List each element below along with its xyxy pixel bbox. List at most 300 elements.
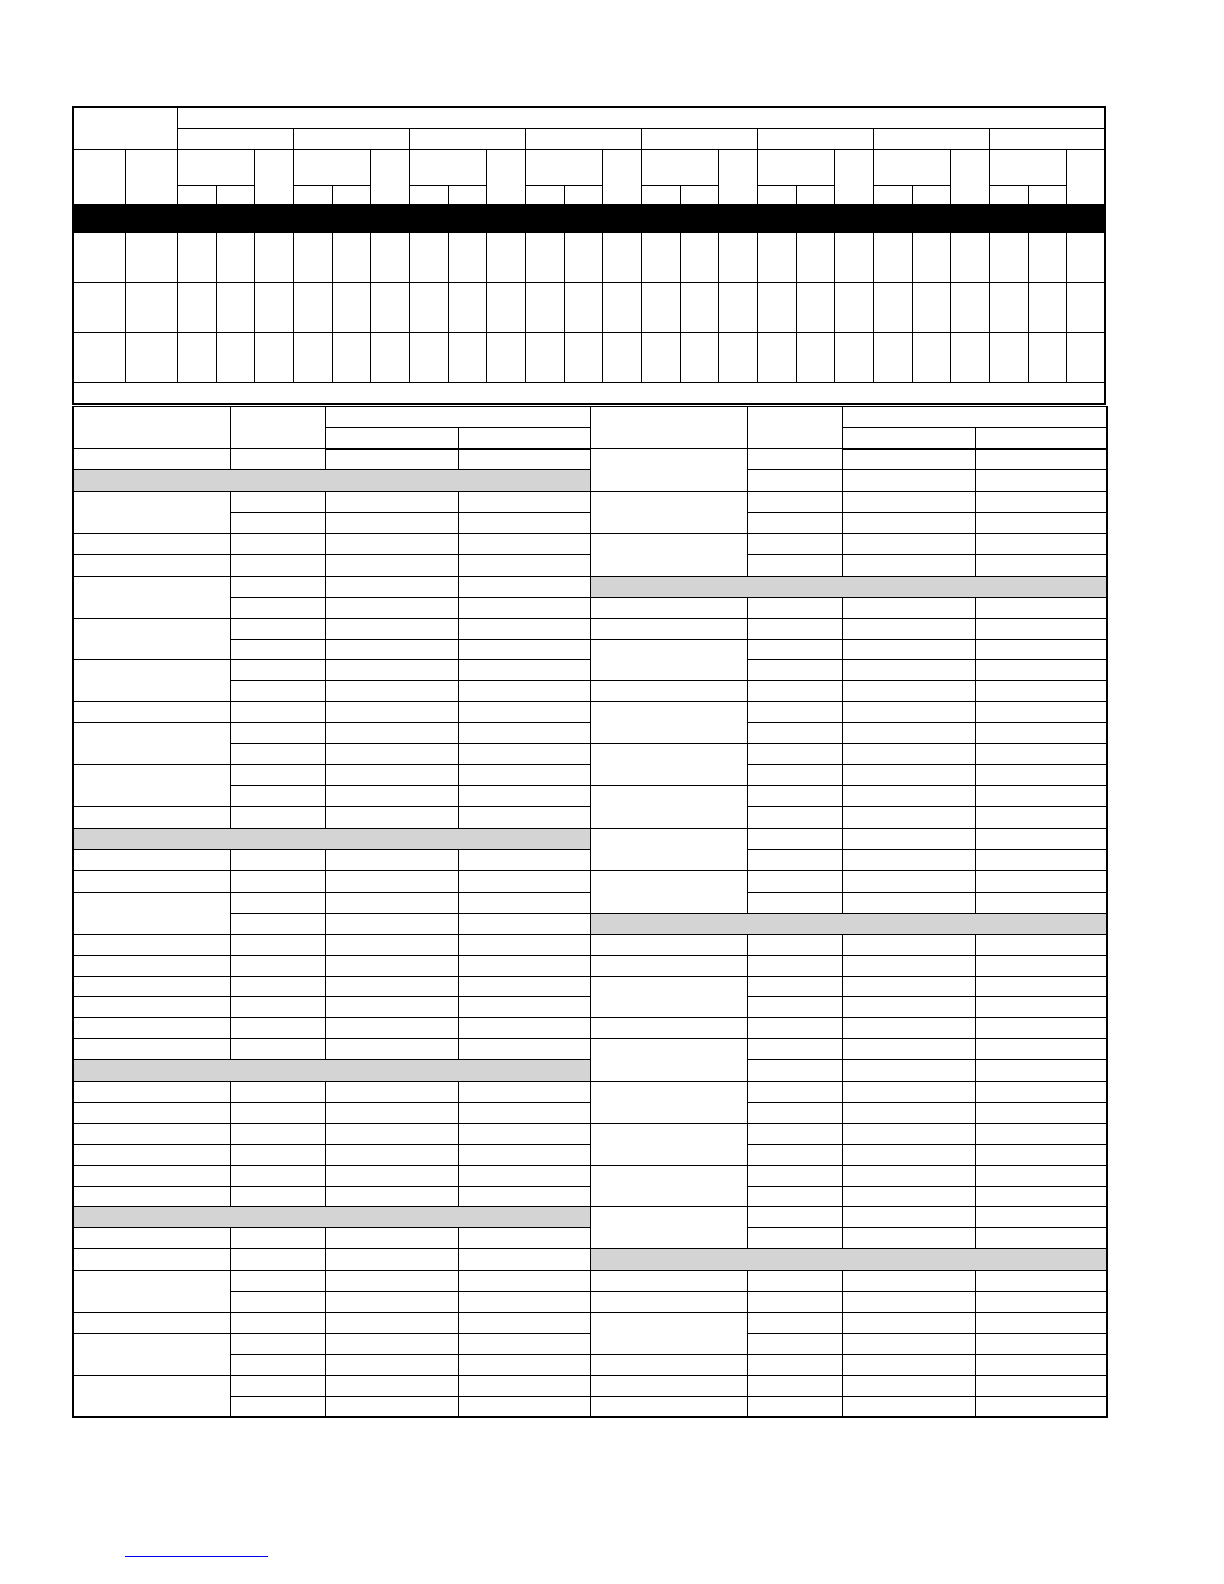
left-item-value — [325, 449, 458, 470]
grid-value-cell — [448, 282, 486, 332]
left-item-value — [325, 1334, 458, 1355]
left-item-code — [230, 1249, 325, 1271]
right-item-code — [747, 744, 842, 765]
left-item-label — [73, 577, 230, 619]
left-item-value — [458, 1313, 590, 1334]
black-band-row — [73, 204, 1105, 232]
grid-value-cell — [370, 332, 409, 382]
right-item-value — [842, 513, 975, 534]
right-item-value — [975, 1082, 1107, 1103]
right-item-label — [590, 977, 747, 1018]
left-item-value — [458, 619, 590, 640]
right-item-label — [590, 640, 747, 681]
grid-value-cell — [989, 332, 1028, 382]
right-item-value — [975, 765, 1107, 786]
grid-value-cell — [486, 282, 525, 332]
grid-value-cell — [873, 232, 912, 282]
right-item-value — [842, 470, 975, 492]
left-item-value — [325, 744, 458, 765]
right-header-code — [747, 407, 842, 449]
row-label-cell — [73, 232, 125, 282]
left-item-value — [325, 1082, 458, 1103]
grid-value-cell — [332, 282, 370, 332]
right-item-value — [842, 1187, 975, 1207]
left-item-value — [325, 977, 458, 997]
grid-value-cell — [912, 282, 950, 332]
right-item-code — [747, 723, 842, 744]
left-header-sub — [458, 428, 590, 449]
right-item-value — [842, 786, 975, 807]
form-row — [73, 449, 1107, 470]
right-item-label — [590, 1018, 747, 1039]
right-item-label — [590, 786, 747, 829]
left-item-value — [325, 1397, 458, 1417]
right-item-value — [975, 492, 1107, 513]
left-item-value — [458, 1376, 590, 1397]
grid-value-cell — [1066, 282, 1105, 332]
left-item-code — [230, 1376, 325, 1397]
left-item-value — [458, 702, 590, 723]
grid-value-cell — [641, 282, 680, 332]
sub-header-cell — [796, 185, 834, 204]
left-header-label — [73, 407, 230, 449]
right-item-value — [975, 935, 1107, 956]
right-item-value — [842, 893, 975, 914]
right-item-code — [747, 1103, 842, 1124]
grid-data-row — [73, 232, 1105, 282]
form-row — [73, 956, 1107, 977]
left-item-code — [230, 850, 325, 871]
left-item-label — [73, 893, 230, 935]
left-item-value — [458, 577, 590, 598]
right-item-value — [975, 977, 1107, 997]
grid-value-cell — [834, 232, 873, 282]
right-item-value — [842, 935, 975, 956]
right-item-value — [975, 1207, 1107, 1228]
subgroup-header-cell — [873, 149, 950, 185]
left-item-label — [73, 1313, 230, 1334]
left-section-header — [73, 1060, 590, 1082]
right-item-value — [975, 1292, 1107, 1313]
left-item-value — [325, 956, 458, 977]
sub-header-cell — [1028, 185, 1066, 204]
left-item-code — [230, 1355, 325, 1376]
header-row-2 — [73, 128, 1105, 149]
subgroup-header-cell — [486, 149, 525, 204]
right-item-code — [747, 1376, 842, 1397]
header-span-cell — [177, 107, 1105, 128]
left-item-value — [325, 577, 458, 598]
left-item-value — [458, 935, 590, 956]
right-item-label — [590, 1271, 747, 1292]
grid-value-cell — [448, 232, 486, 282]
right-item-code — [747, 977, 842, 997]
top-grid-table — [72, 106, 1106, 405]
subgroup-header-cell — [1066, 149, 1105, 204]
right-item-value — [842, 1313, 975, 1334]
sub-header-cell — [177, 185, 216, 204]
right-item-label — [590, 956, 747, 977]
grid-data-row — [73, 282, 1105, 332]
grid-value-cell — [989, 232, 1028, 282]
right-item-label — [590, 871, 747, 914]
grid-value-cell — [641, 232, 680, 282]
subgroup-header-cell — [834, 149, 873, 204]
right-item-label — [590, 1292, 747, 1313]
left-item-value — [325, 513, 458, 534]
group-header-cell — [177, 128, 293, 149]
right-item-code — [747, 765, 842, 786]
left-item-code — [230, 807, 325, 829]
form-row — [73, 1018, 1107, 1039]
grid-value-cell — [796, 232, 834, 282]
right-item-value — [842, 1228, 975, 1249]
sub-header-cell — [216, 185, 254, 204]
right-item-code — [747, 1082, 842, 1103]
right-header-sub — [842, 428, 975, 449]
group-header-cell — [525, 128, 641, 149]
right-item-value — [975, 449, 1107, 470]
grid-value-cell — [216, 232, 254, 282]
left-item-code — [230, 1145, 325, 1166]
header-row-3 — [73, 149, 1105, 185]
row-label-cell — [73, 282, 125, 332]
left-item-value — [458, 1292, 590, 1313]
right-item-value — [975, 1313, 1107, 1334]
subgroup-header-cell — [718, 149, 757, 204]
left-item-value — [325, 640, 458, 660]
right-item-code — [747, 786, 842, 807]
left-section-header — [73, 829, 590, 850]
right-item-value — [842, 871, 975, 893]
right-item-code — [747, 1292, 842, 1313]
left-item-value — [458, 492, 590, 513]
grid-value-cell — [409, 282, 448, 332]
left-item-code — [230, 786, 325, 807]
subgroup-header-cell — [409, 149, 486, 185]
grid-value-cell — [448, 332, 486, 382]
left-item-code — [230, 1039, 325, 1060]
left-item-value — [458, 723, 590, 744]
right-item-value — [842, 681, 975, 702]
left-item-code — [230, 723, 325, 744]
left-item-value — [325, 1187, 458, 1207]
left-item-value — [325, 1039, 458, 1060]
grid-value-cell — [409, 332, 448, 382]
right-item-value — [975, 534, 1107, 555]
sub-header-cell — [873, 185, 912, 204]
grid-value-cell — [216, 282, 254, 332]
right-item-code — [747, 555, 842, 577]
right-item-value — [975, 786, 1107, 807]
grid-value-cell — [834, 282, 873, 332]
grid-value-cell — [602, 282, 641, 332]
left-item-value — [325, 1292, 458, 1313]
right-item-value — [842, 1355, 975, 1376]
left-item-code — [230, 1082, 325, 1103]
right-item-code — [747, 1124, 842, 1145]
left-item-code — [230, 914, 325, 935]
right-item-value — [975, 660, 1107, 681]
right-item-value — [842, 555, 975, 577]
left-item-code — [230, 577, 325, 598]
right-item-value — [975, 997, 1107, 1018]
right-item-label — [590, 1376, 747, 1397]
right-item-value — [842, 723, 975, 744]
sub-header-cell — [989, 185, 1028, 204]
header-corner-cell — [73, 107, 177, 149]
left-item-label — [73, 871, 230, 893]
sub-header-cell — [912, 185, 950, 204]
left-item-code — [230, 893, 325, 914]
left-item-value — [325, 1249, 458, 1271]
left-item-value — [325, 681, 458, 702]
left-item-value — [458, 681, 590, 702]
grid-value-cell — [564, 332, 602, 382]
form-row — [73, 1271, 1107, 1292]
sub-header-cell — [564, 185, 602, 204]
left-item-value — [458, 977, 590, 997]
left-item-value — [325, 850, 458, 871]
grid-value-cell — [602, 232, 641, 282]
left-item-label — [73, 1249, 230, 1271]
left-item-value — [325, 555, 458, 577]
black-band — [73, 204, 1105, 232]
left-item-code — [230, 744, 325, 765]
left-item-value — [325, 1228, 458, 1249]
right-item-value — [842, 619, 975, 640]
row-label-header-cell — [125, 149, 177, 204]
right-item-label — [590, 1166, 747, 1207]
left-item-value — [458, 1124, 590, 1145]
right-item-value — [842, 1292, 975, 1313]
right-section-header — [590, 1249, 1107, 1271]
right-item-value — [842, 1166, 975, 1187]
left-header-span — [325, 407, 590, 428]
right-item-value — [975, 1018, 1107, 1039]
form-row — [73, 1166, 1107, 1187]
left-item-value — [458, 1166, 590, 1187]
right-section-header — [590, 577, 1107, 598]
right-item-code — [747, 935, 842, 956]
right-header-label — [590, 407, 747, 449]
right-item-code — [747, 1355, 842, 1376]
left-item-label — [73, 1271, 230, 1313]
right-item-code — [747, 893, 842, 914]
left-item-code — [230, 598, 325, 619]
left-item-value — [458, 1249, 590, 1271]
left-item-code — [230, 1228, 325, 1249]
right-item-value — [975, 702, 1107, 723]
form-row — [73, 619, 1107, 640]
grid-value-cell — [1028, 232, 1066, 282]
left-item-value — [458, 1228, 590, 1249]
left-item-label — [73, 956, 230, 977]
group-header-cell — [293, 128, 409, 149]
left-item-value — [458, 1334, 590, 1355]
right-item-value — [842, 1376, 975, 1397]
right-item-code — [747, 1145, 842, 1166]
left-item-label — [73, 1376, 230, 1417]
grid-value-cell — [912, 232, 950, 282]
left-item-value — [458, 1271, 590, 1292]
right-item-code — [747, 1166, 842, 1187]
left-item-value — [325, 1271, 458, 1292]
left-item-value — [325, 1103, 458, 1124]
right-item-value — [975, 619, 1107, 640]
left-header-code — [230, 407, 325, 449]
left-header-sub — [325, 428, 458, 449]
sub-header-cell — [525, 185, 564, 204]
left-item-value — [325, 1355, 458, 1376]
grid-value-cell — [370, 232, 409, 282]
left-item-value — [458, 871, 590, 893]
grid-value-cell — [873, 332, 912, 382]
right-item-label — [590, 681, 747, 702]
right-item-label — [590, 935, 747, 956]
row-label-cell — [73, 332, 125, 382]
left-item-code — [230, 681, 325, 702]
left-item-code — [230, 765, 325, 786]
right-item-code — [747, 1334, 842, 1355]
left-item-value — [458, 997, 590, 1018]
right-item-value — [975, 598, 1107, 619]
right-item-code — [747, 1207, 842, 1228]
grid-value-cell — [1066, 232, 1105, 282]
form-row — [73, 1313, 1107, 1334]
grid-value-cell — [486, 232, 525, 282]
left-item-label — [73, 1039, 230, 1060]
grid-value-cell — [1066, 332, 1105, 382]
grid-value-cell — [293, 282, 332, 332]
footer-link-underline[interactable] — [125, 1556, 268, 1557]
group-header-cell — [757, 128, 873, 149]
right-item-value — [975, 640, 1107, 660]
right-item-code — [747, 449, 842, 470]
left-item-value — [458, 660, 590, 681]
sub-header-cell — [448, 185, 486, 204]
grid-value-cell — [989, 282, 1028, 332]
left-item-value — [458, 534, 590, 555]
row-label-cell — [125, 232, 177, 282]
left-item-value — [458, 786, 590, 807]
right-item-code — [747, 1228, 842, 1249]
grid-value-cell — [718, 282, 757, 332]
right-item-value — [975, 1376, 1107, 1397]
left-item-label — [73, 1145, 230, 1166]
grid-value-cell — [873, 282, 912, 332]
grid-value-cell — [718, 332, 757, 382]
right-item-code — [747, 681, 842, 702]
left-item-code — [230, 702, 325, 723]
right-item-value — [975, 513, 1107, 534]
grid-value-cell — [834, 332, 873, 382]
right-item-label — [590, 598, 747, 619]
left-item-value — [458, 744, 590, 765]
left-item-label — [73, 1228, 230, 1249]
right-item-code — [747, 1187, 842, 1207]
right-item-code — [747, 850, 842, 871]
right-item-value — [975, 1355, 1107, 1376]
left-section-header — [73, 470, 590, 492]
grid-value-cell — [525, 232, 564, 282]
group-header-cell — [409, 128, 525, 149]
subgroup-header-cell — [525, 149, 602, 185]
right-item-value — [975, 1187, 1107, 1207]
right-item-label — [590, 1397, 747, 1417]
left-item-label — [73, 492, 230, 534]
right-item-value — [842, 640, 975, 660]
grid-value-cell — [254, 282, 293, 332]
left-item-value — [325, 807, 458, 829]
right-item-value — [842, 1145, 975, 1166]
form-row — [73, 534, 1107, 555]
left-item-value — [325, 660, 458, 681]
grid-value-cell — [216, 332, 254, 382]
right-item-value — [842, 977, 975, 997]
left-item-code — [230, 935, 325, 956]
group-header-cell — [873, 128, 989, 149]
right-item-value — [842, 829, 975, 850]
left-item-value — [325, 914, 458, 935]
left-item-value — [458, 1397, 590, 1417]
grid-value-cell — [293, 232, 332, 282]
grid-value-cell — [602, 332, 641, 382]
left-item-code — [230, 977, 325, 997]
right-item-label — [590, 829, 747, 871]
grid-value-cell — [950, 332, 989, 382]
right-item-value — [975, 744, 1107, 765]
left-item-label — [73, 660, 230, 702]
right-item-value — [975, 681, 1107, 702]
form-row — [73, 492, 1107, 513]
left-item-value — [325, 871, 458, 893]
form-row — [73, 407, 1107, 428]
left-item-value — [325, 723, 458, 744]
left-item-value — [325, 1376, 458, 1397]
right-item-label — [590, 449, 747, 492]
right-item-value — [842, 1397, 975, 1417]
grid-value-cell — [177, 232, 216, 282]
left-item-code — [230, 449, 325, 470]
left-item-label — [73, 449, 230, 470]
left-item-value — [325, 997, 458, 1018]
right-item-value — [975, 850, 1107, 871]
left-item-value — [458, 1018, 590, 1039]
left-item-label — [73, 977, 230, 997]
right-item-value — [975, 1060, 1107, 1082]
subgroup-header-cell — [757, 149, 834, 185]
left-item-value — [458, 1187, 590, 1207]
left-item-value — [325, 893, 458, 914]
subgroup-header-cell — [950, 149, 989, 204]
left-item-code — [230, 513, 325, 534]
row-label-cell — [125, 332, 177, 382]
left-item-value — [458, 1145, 590, 1166]
left-item-label — [73, 534, 230, 555]
grid-value-cell — [950, 232, 989, 282]
left-item-label — [73, 807, 230, 829]
right-item-value — [975, 1103, 1107, 1124]
right-item-code — [747, 598, 842, 619]
left-item-label — [73, 1018, 230, 1039]
left-item-code — [230, 1292, 325, 1313]
left-item-code — [230, 534, 325, 555]
grid-value-cell — [254, 332, 293, 382]
right-item-code — [747, 1313, 842, 1334]
left-item-label — [73, 1103, 230, 1124]
right-item-label — [590, 1039, 747, 1082]
